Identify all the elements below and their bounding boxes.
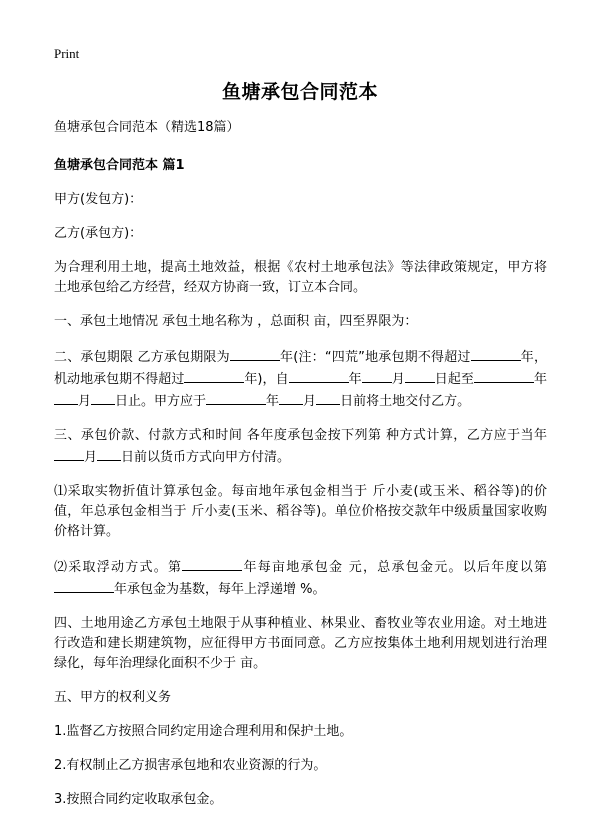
clause-3-text: 三、承包价款、付款方式和时间 各年度承包金按下列第 种方式计算，乙方应于当年 xyxy=(54,428,547,443)
clause-2-text: 年 xyxy=(266,394,280,409)
start-year-blank xyxy=(289,368,349,383)
end-day-blank xyxy=(91,390,115,405)
clause-2-text: 月 xyxy=(303,394,317,409)
end-month-blank xyxy=(54,390,78,405)
party-a-line: 甲方(发包方)： xyxy=(54,192,143,207)
option-2-text: ⑵采取浮动方式。第 xyxy=(54,560,183,575)
clause-5-party-a-rights: 五、甲方的权利义务 xyxy=(54,690,172,705)
clause-3-payment xyxy=(54,426,547,468)
party-b-line: 乙方(承包方)： xyxy=(54,226,143,241)
clause-2-text: 日起至 xyxy=(434,372,474,387)
option-2-text: 年每亩地承包金 元，总承包金元。以后年度以第 xyxy=(242,560,547,575)
payment-month-blank xyxy=(54,446,84,461)
payment-day-blank xyxy=(97,446,121,461)
option-1-in-kind: ⑴采取实物折值计算承包金。每亩地年承包金相当于 斤小麦(或玉米、稻谷等)的价值，年总承包金相当于 斤小麦(玉米、稻谷等)。单位价格按交款年中级质量国家收购价格计算。 xyxy=(54,484,547,539)
clause-2-term xyxy=(54,346,547,412)
option-2-floating xyxy=(54,556,547,600)
clause-2-text: 年 xyxy=(533,372,547,387)
clause-2-text: 日止。甲方应于 xyxy=(115,394,207,409)
list-item: 1.监督乙方按照合同约定用途合理利用和保护土地。 xyxy=(54,724,353,739)
option-2-text: 年承包金为基数，每年上浮递增 %。 xyxy=(114,582,326,597)
base-year-2-blank xyxy=(54,578,114,593)
document-subtitle: 鱼塘承包合同范本（精选18篇） xyxy=(54,120,240,135)
clause-2-text: 二、承包期限 乙方承包期限为 xyxy=(54,350,230,365)
clause-3-text: 日前以货币方式向甲方付清。 xyxy=(121,450,291,465)
handover-month-blank xyxy=(279,390,303,405)
document-body xyxy=(54,118,547,810)
clause-4-land-use: 四、土地用途乙方承包土地限于从事种植业、林果业、畜牧业等农业用途。对土地进行改造和建长期建筑物，应征得甲方书面同意。乙方应按集体土地利用规划进行治理绿化，每年治理绿化面积不少于 亩。 xyxy=(54,616,547,671)
print-label: Print xyxy=(54,46,80,61)
intro-paragraph: 为合理利用土地，提高土地效益，根据《农村土地承包法》等法律政策规定，甲方将土地承包给乙方经营，经双方协商一致，订立本合同。 xyxy=(54,260,547,295)
clause-2-text: 年(注：“四荒”地承包期不得超过 xyxy=(279,350,471,365)
base-year-blank xyxy=(182,556,242,571)
handover-day-blank xyxy=(316,390,340,405)
term-years-blank xyxy=(230,346,280,361)
mobile-land-years-blank xyxy=(184,368,244,383)
list-item: 3.按照合同约定收取承包金。 xyxy=(54,792,223,807)
end-year-blank xyxy=(474,368,534,383)
list-item: 2.有权制止乙方损害承包地和农业资源的行为。 xyxy=(54,758,327,773)
clause-2-text: 月 xyxy=(78,394,92,409)
clause-2-text: 年，机动地承包期不得超过 xyxy=(54,350,547,387)
clause-2-text: 日前将土地交付乙方。 xyxy=(340,394,471,409)
section-heading: 鱼塘承包合同范本 篇1 xyxy=(54,158,185,173)
start-day-blank xyxy=(405,368,435,383)
clause-3-text: 月 xyxy=(84,450,98,465)
handover-year-blank xyxy=(206,390,266,405)
clause-1-land-info: 一、承包土地情况 承包土地名称为 ，总面积 亩，四至界限为： xyxy=(54,314,418,329)
clause-2-text: 年)，自 xyxy=(244,372,289,387)
clause-2-text: 年 xyxy=(348,372,362,387)
start-month-blank xyxy=(362,368,392,383)
document-title: 鱼塘承包合同范本 xyxy=(221,81,378,103)
barren-land-years-blank xyxy=(471,346,521,361)
clause-2-text: 月 xyxy=(391,372,405,387)
